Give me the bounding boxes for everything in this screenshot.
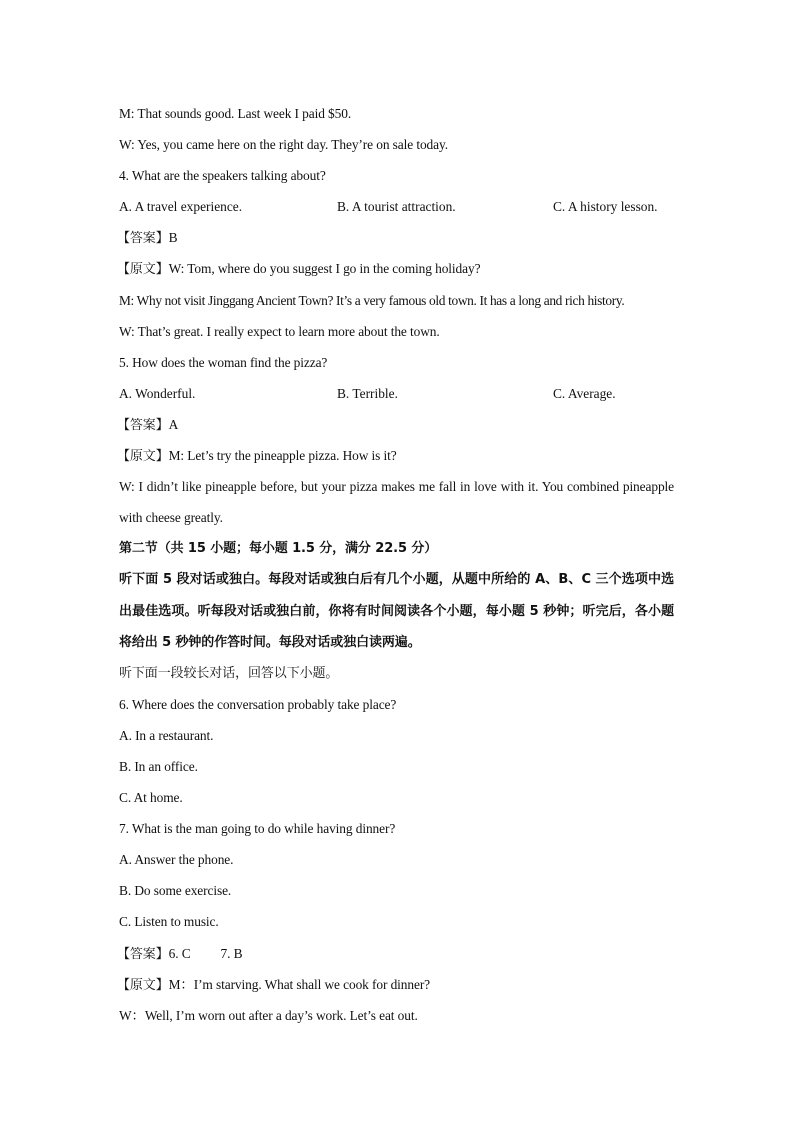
answer-label: 【答案】 xyxy=(117,231,169,247)
option-a: A. Answer the phone. xyxy=(119,852,234,868)
answer-line xyxy=(119,938,674,969)
question-4: 4. What are the speakers talking about? xyxy=(119,168,326,184)
answer-line xyxy=(119,409,674,440)
original-text-line xyxy=(119,969,674,1000)
answer-value-7: 7. B xyxy=(220,945,243,961)
question-4-options xyxy=(119,191,674,222)
dialogue-line: M: Why not visit Jinggang Ancient Town? It’s a very famous old town. It has a long and rich history. xyxy=(119,292,625,308)
option-c: C. Listen to music. xyxy=(119,914,219,930)
original-text-line xyxy=(119,253,674,284)
original-text: M: Let’s try the pineapple pizza. How is it? xyxy=(168,448,397,464)
option-c: C. At home. xyxy=(119,790,183,806)
answer-label: 【答案】 xyxy=(117,946,169,962)
original-text: W: Tom, where do you suggest I go in the coming holiday? xyxy=(168,261,481,277)
answer-value: A xyxy=(168,416,179,432)
question-5: 5. How does the woman find the pizza? xyxy=(119,354,328,370)
option-a: A. A travel experience. xyxy=(119,199,243,215)
original-text-line xyxy=(119,440,674,471)
question-6: 6. Where does the conversation probably take place? xyxy=(119,696,397,712)
answer-label: 【答案】 xyxy=(117,417,169,433)
exam-page xyxy=(119,98,674,1031)
original-text-label: 【原文】 xyxy=(117,449,169,465)
option-b: B. A tourist attraction. xyxy=(337,199,456,215)
option-a: A. Wonderful. xyxy=(119,385,196,401)
question-5-options xyxy=(119,378,674,409)
option-b: B. Terrible. xyxy=(337,385,398,401)
section-2-title: 第二节（共 15 小题；每小题 1.5 分，满分 22.5 分） xyxy=(119,541,438,557)
question-7: 7. What is the man going to do while having dinner? xyxy=(119,821,396,837)
section-2-instructions: 听下面 5 段对话或独白。每段对话或独白后有几个小题，从题中所给的 A、B、C 三个选项中选出最佳选项。听每段对话或独白前，你将有时间阅读各个小题，每小题 5 秒钟；听完后，各小题将给出 5 秒钟的作答时间。每段对话或独白读两遍。 xyxy=(119,572,674,650)
answer-value-6: 6. C xyxy=(168,945,191,961)
option-c: C. Average. xyxy=(553,385,616,401)
dialogue-line: M: That sounds good. Last week I paid $50. xyxy=(119,106,352,121)
option-c: C. A history lesson. xyxy=(553,199,658,215)
option-b: B. Do some exercise. xyxy=(119,883,232,899)
answer-line xyxy=(119,222,674,253)
original-text-label: 【原文】 xyxy=(117,262,169,278)
original-text: M：I’m starving. What shall we cook for dinner? xyxy=(168,976,431,992)
option-b: B. In an office. xyxy=(119,758,198,774)
dialogue-line: W: I didn’t like pineapple before, but your pizza makes me fall in love with it. You combined pineapple with cheese greatly. xyxy=(119,479,674,526)
dialogue-line: W：Well, I’m worn out after a day’s work. Let’s eat out. xyxy=(119,1007,418,1023)
original-text-label: 【原文】 xyxy=(117,977,169,993)
option-a: A. In a restaurant. xyxy=(119,727,214,743)
dialogue-line: W: Yes, you came here on the right day. They’re on sale today. xyxy=(119,137,448,153)
listen-prompt: 听下面一段较长对话，回答以下小题。 xyxy=(119,665,339,681)
answer-value: B xyxy=(168,230,178,246)
dialogue-line: W: That’s great. I really expect to learn more about the town. xyxy=(119,323,440,339)
